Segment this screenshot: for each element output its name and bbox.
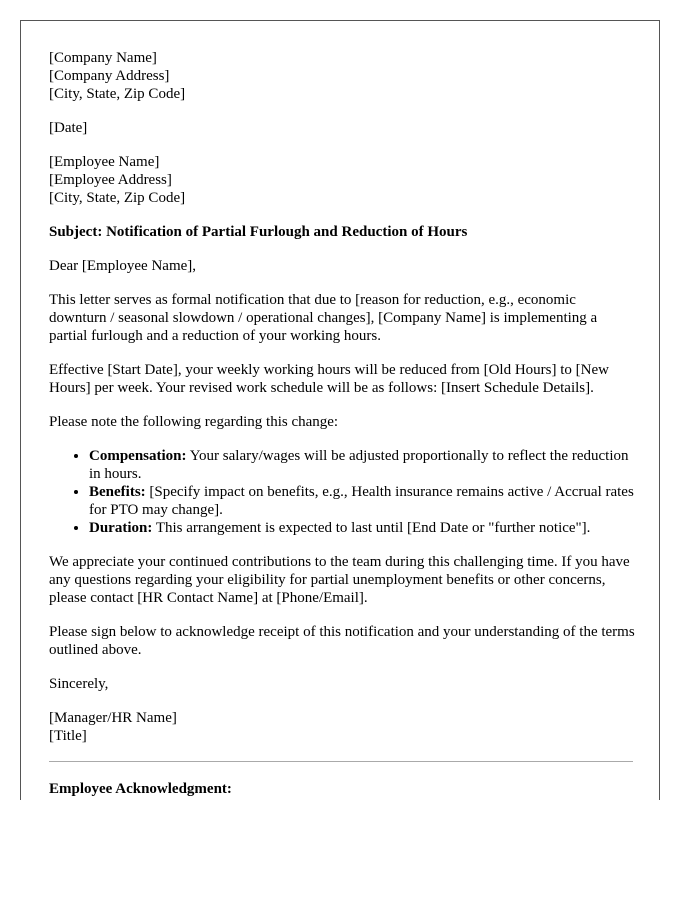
intro-paragraph: This letter serves as formal notification that due to [reason for reduction, e.g., economic downturn / seasonal slowdown / operational changes], [Company Name] is implementing a partial furlough and a reduction of your working hours.	[49, 292, 598, 344]
list-item-label: Compensation:	[89, 448, 187, 464]
list-item-duration	[89, 519, 635, 537]
note-paragraph: Please note the following regarding this change:	[49, 414, 339, 430]
salutation: Dear [Employee Name],	[49, 258, 197, 274]
company-address-block	[49, 49, 635, 103]
letter-subject: Subject: Notification of Partial Furlough and Reduction of Hours	[49, 224, 468, 240]
signatory-name: [Manager/HR Name]	[49, 710, 177, 726]
appreciation-paragraph: We appreciate your continued contributions to the team during this challenging time. If you have any questions regarding your eligibility for partial unemployment benefits or other concerns, please contact [HR Contact Name] at [Phone/Email].	[49, 554, 630, 606]
list-item-label: Benefits:	[89, 484, 146, 500]
acknowledgment-heading: Employee Acknowledgment:	[49, 781, 232, 797]
company-city-state-zip: [City, State, Zip Code]	[49, 86, 186, 102]
letter-page	[20, 20, 660, 800]
signature-block	[49, 709, 635, 745]
closing: Sincerely,	[49, 676, 109, 692]
company-name: [Company Name]	[49, 50, 157, 66]
letter-date: [Date]	[49, 120, 88, 136]
signatory-title: [Title]	[49, 728, 87, 744]
section-divider	[49, 761, 633, 762]
list-item-text: This arrangement is expected to last until [End Date or "further notice"].	[152, 520, 591, 536]
date-block	[49, 119, 635, 137]
employee-address: [Employee Address]	[49, 172, 172, 188]
employee-name: [Employee Name]	[49, 154, 160, 170]
list-item-text: [Specify impact on benefits, e.g., Health insurance remains active / Accrual rates for PTO may change].	[89, 484, 634, 518]
list-item-benefits	[89, 483, 635, 519]
employee-address-block	[49, 153, 635, 207]
change-details-list	[49, 447, 635, 537]
employee-city-state-zip: [City, State, Zip Code]	[49, 190, 186, 206]
list-item-compensation	[89, 447, 635, 483]
effective-paragraph: Effective [Start Date], your weekly working hours will be reduced from [Old Hours] to [New Hours] per week. Your revised work schedule will be as follows: [Insert Schedule Details].	[49, 362, 609, 396]
acknowledge-paragraph: Please sign below to acknowledge receipt of this notification and your understanding of the terms outlined above.	[49, 624, 635, 658]
company-address: [Company Address]	[49, 68, 170, 84]
letter-content	[49, 49, 635, 798]
list-item-label: Duration:	[89, 520, 153, 536]
list-item-text: Your salary/wages will be adjusted proportionally to reflect the reduction in hours.	[89, 448, 629, 482]
